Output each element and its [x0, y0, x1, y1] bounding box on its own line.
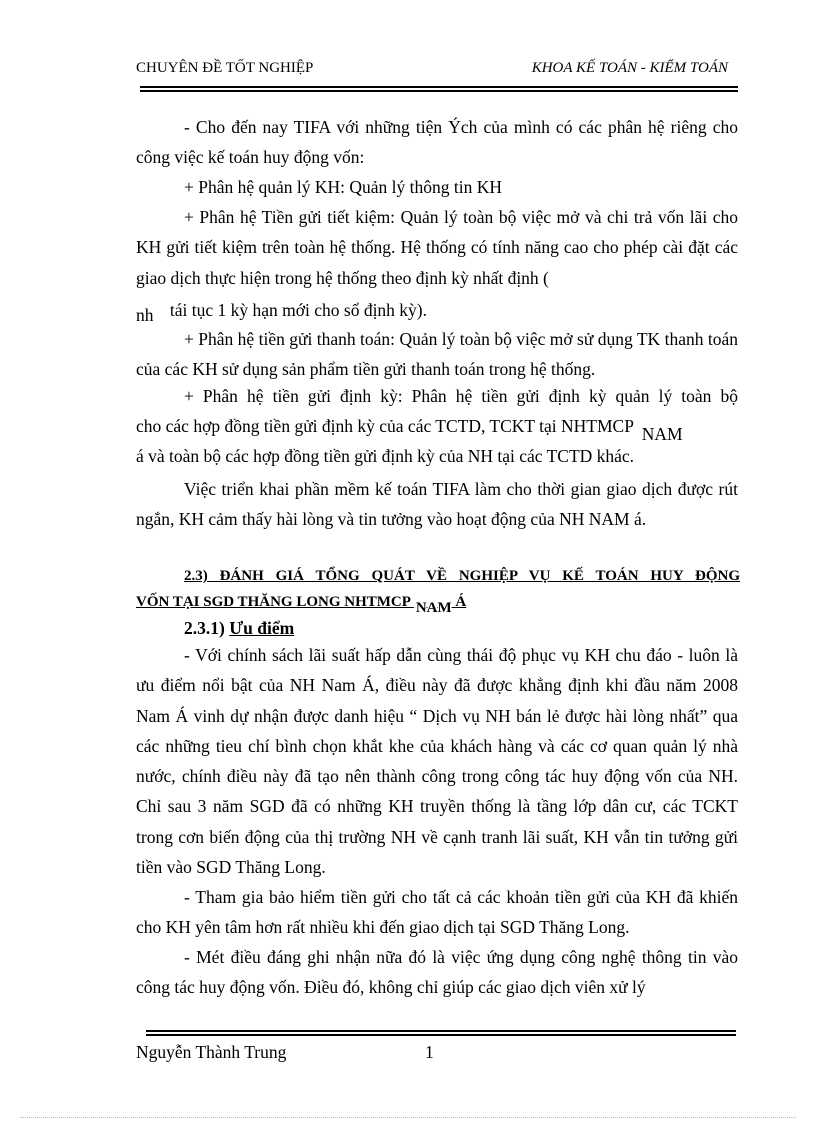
paragraph-kh-module: + Phân hệ quản lý KH: Quản lý thông tin KH	[184, 177, 503, 197]
periodic-module-nam: NAM	[641, 424, 683, 444]
paragraph-tifa-intro: - Cho đến nay TIFA với những tiện Ých của mình có các phân hệ riêng cho công việc kế toán huy động vốn:	[136, 117, 738, 168]
header-left-title: CHUYÊN ĐỀ TỐT NGHIỆP	[136, 60, 314, 76]
section-title-line1: 2.3) ĐÁNH GIÁ TỔNG QUÁT VỀ NGHIỆP VỤ KẾ TOÁN HUY ĐỘNG	[184, 568, 740, 584]
section-title-line2	[136, 588, 740, 616]
header-rule-top	[140, 86, 738, 88]
paragraph-periodic-module-line1: + Phân hệ tiền gửi định kỳ: Phân hệ tiền gửi định kỳ quản lý toàn bộ	[184, 386, 738, 406]
paragraph-savings-tail	[136, 300, 738, 325]
footer-page-number: 1	[425, 1042, 434, 1062]
section-title-text: VỐN TẠI SGD THĂNG LONG NHTMCP	[136, 594, 411, 610]
paragraph-advantage-interest: - Với chính sách lãi suất hấp dẫn cùng thái độ phục vụ KH chu đáo - luôn là ưu điểm nổi bật của NH Nam Á, điều này đã được khẳng định khi đầu năm 2008 Nam Á vinh dự nhận được danh hiệu “ Dịch vụ NH bán lẻ được hài lòng nhất” qua các những tieu chí bình chọn khắt khe của khách hàng và các cơ quan quản lý nhà nước, chính điều này đã tạo nên thành công trong công tác huy động vốn của NH. Chỉ sau 3 năm SGD đã có những KH truyền thống là tầng lớp dân cư, các TCKT trong cơn biến động của thị trường NH về cạnh tranh lãi suất, KH vẫn tin tưởng gửi tiền vào SGD Thăng Long.	[136, 645, 738, 878]
subsection-number: 2.3.1)	[184, 618, 225, 638]
savings-tail-fragment: nh	[136, 305, 154, 325]
footer-rule-bottom	[146, 1034, 736, 1036]
page-boundary-line	[20, 1117, 796, 1118]
footer-author: Nguyễn Thành Trung	[136, 1042, 287, 1062]
subsection-heading	[184, 618, 294, 639]
paragraph-periodic-module-line3: á và toàn bộ các hợp đồng tiền gửi định kỳ của NH tại các TCTD khác.	[136, 446, 635, 466]
paragraph-savings-module: + Phân hệ Tiền gửi tiết kiệm: Quản lý toàn bộ việc mở và chi trả vốn lãi cho KH gửi tiết kiệm trên toàn hệ thống. Hệ thống có tính năng cao cho phép cài đặt các giao dịch thực hiện trong hệ thống theo định kỳ nhất định (	[136, 207, 738, 288]
periodic-module-text: cho các hợp đồng tiền gửi định kỳ của các TCTD, TCKT tại NHTMCP	[136, 416, 634, 436]
paragraph-periodic-module-line2	[136, 416, 738, 444]
header-right-title: KHOA KẾ TOÁN - KIỂM TOÁN	[531, 60, 728, 76]
paragraph-advantage-it: - Mét điều đáng ghi nhận nữa đó là việc ứng dụng công nghệ thông tin vào công tác huy động vốn. Điều đó, không chỉ giúp các giao dịch viên xử lý	[136, 947, 738, 998]
paragraph-payment-module: + Phân hệ tiền gửi thanh toán: Quản lý toàn bộ việc mở sử dụng TK thanh toán của các KH sử dụng sản phẩm tiền gửi thanh toán trong hệ thống.	[136, 329, 738, 380]
footer-rule-top	[146, 1030, 736, 1032]
paragraph-tifa-benefit: Việc triển khai phần mềm kế toán TIFA làm cho thời gian giao dịch được rút ngắn, KH cảm thấy hài lòng và tin tưởng vào hoạt động của NH NAM á.	[136, 479, 738, 530]
paragraph-advantage-insurance: - Tham gia bảo hiểm tiền gửi cho tất cả các khoản tiền gửi của KH đã khiến cho KH yên tâm hơn rất nhiều khi đến giao dịch tại SGD Thăng Long.	[136, 887, 738, 938]
section-title-nam: NAM	[415, 600, 452, 616]
section-title-a: Á	[455, 594, 467, 610]
savings-tail-text: tái tục 1 kỳ hạn mới cho sổ định kỳ).	[169, 300, 428, 320]
subsection-title: Ưu điểm	[229, 618, 295, 638]
header-rule-bottom	[140, 90, 738, 92]
